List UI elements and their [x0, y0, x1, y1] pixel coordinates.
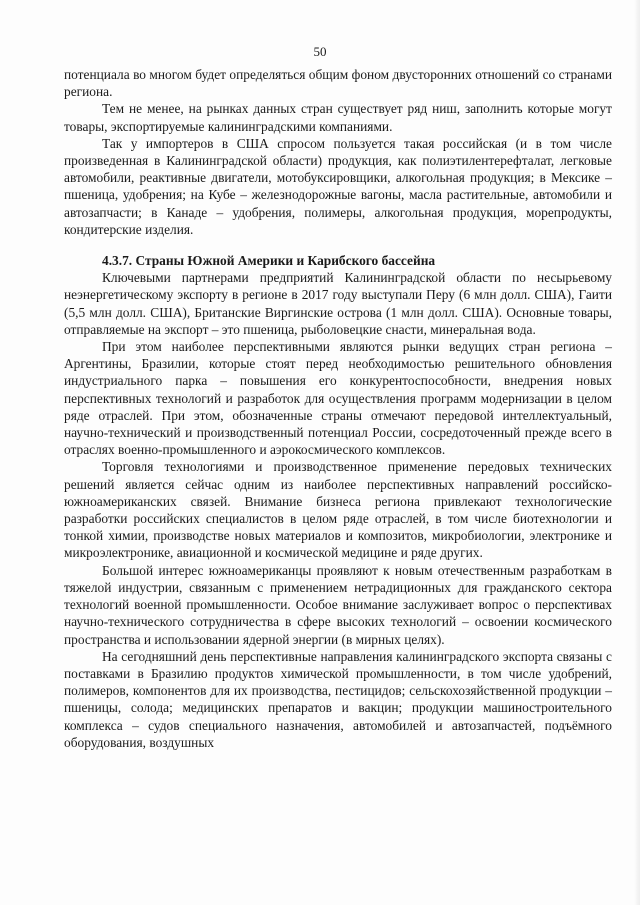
paragraph-8: На сегодняшний день перспективные направления калининградского экспорта связаны с поставками в Бразилию продуктов химической промышленности, в том числе удобрений, полимеров, компонентов для их производства, пестицидов; сельскохозяйственной продукции – пшеницы, солода; медицинских препаратов и вакцин; продукции машиностроительного комплекса – судов специального назначения, автомобилей и автозапчастей, подъёмного оборудования, воздушных [64, 648, 612, 750]
paragraph-5: При этом наиболее перспективными являются рынки ведущих стран региона – Аргентины, Бразилии, которые стоят перед необходимостью решительного обновления индустриального парка – повышения его конкурентоспособности, внедрения новых перспективных технологий и разработок для осуществления программ модернизации в целом ряде отраслей. При этом, обозначенные страны отмечают передовой интеллектуальный, научно-технический и производственный потенциал России, сосредоточенный прежде всего в отраслях военно-промышленного и аэрокосмического комплексов. [64, 339, 612, 458]
paragraph-3: Так у импортеров в США спросом пользуется такая российская (и в том числе произведенная в Калининградской области) продукция, как полиэтилентерефталат, легковые автомобили, реактивные двигатели, мотобуксировщики, алкогольная продукция; в Мексике – пшеница, удобрения; на Кубе – железнодорожные вагоны, масла растительные, автомобили и автозапчасти; в Канаде – удобрения, полимеры, алкогольная продукция, морепродукты, кондитерские изделия. [64, 135, 612, 237]
paragraph-7: Большой интерес южноамериканцы проявляют к новым отечественным разработкам в тяжелой индустрии, связанным с применением нетрадиционных для гражданского сектора технологий военной промышленности. Особое внимание заслуживает вопрос о перспективах научно-технического сотрудничества в сфере высоких технологий – освоении космического пространства и использовании ядерной энергии (в мирных целях). [64, 562, 612, 647]
paragraph-4: Ключевыми партнерами предприятий Калининградской области по несырьевому неэнергетическому экспорту в регионе в 2017 году выступали Перу (6 млн долл. США), Гаити (5,5 млн долл. США), Британские Виргинские острова (1 млн долл. США). Основные товары, отправляемые на экспорт – это пшеница, рыболовецкие снасти, минеральная вода. [64, 270, 612, 337]
paragraph-1: потенциала во многом будет определяться общим фоном двусторонних отношений со странами региона. [64, 67, 612, 100]
section-heading: 4.3.7. Страны Южной Америки и Карибского бассейна [102, 253, 436, 269]
page-number: 50 [313, 44, 327, 59]
paragraph-6: Торговля технологиями и производственное применение передовых технических решений является сейчас одним из наиболее перспективных направлений российско-южноамериканских связей. Внимание бизнеса региона привлекают технологические разработки российских специалистов в целом ряде отраслей, в том числе биотехнологии и тонкой химии, производстве новых материалов и композитов, микробиологии, электронике и микроэлектронике, авиационной и космической медицине и ряде других. [64, 459, 612, 561]
scan-edge-shadow [634, 0, 640, 905]
paragraph-2: Тем не менее, на рынках данных стран существует ряд ниш, заполнить которые могут товары, экспортируемые калининградскими компаниями. [64, 101, 612, 134]
document-body [64, 66, 612, 751]
